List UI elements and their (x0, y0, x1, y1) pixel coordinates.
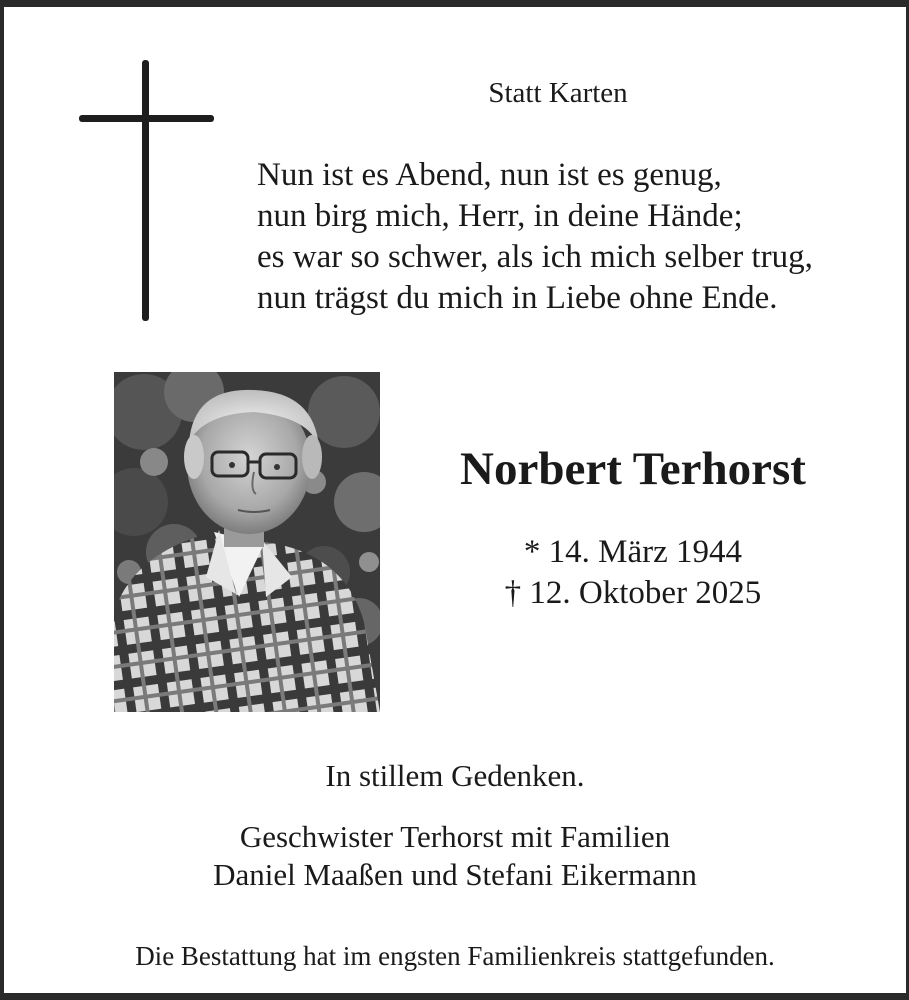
mourner-line: Daniel Maaßen und Stefani Eikermann (213, 857, 697, 892)
death-date: † 12. Oktober 2025 (504, 575, 762, 611)
birth-date: * 14. März 1944 (523, 534, 743, 570)
cross-horizontal-bar (79, 115, 214, 122)
mourner-line: Geschwister Terhorst mit Familien (239, 819, 671, 854)
poem-line: Nun ist es Abend, nun ist es genug, (257, 157, 722, 193)
poem (257, 155, 897, 319)
poem-line: nun birg mich, Herr, in deine Hände; (257, 198, 743, 234)
portrait-photo (114, 372, 380, 712)
poem-line: nun trägst du mich in Liebe ohne Ende. (257, 280, 778, 316)
mourners (120, 818, 790, 894)
cross-vertical-bar (142, 60, 149, 321)
statt-karten-heading: Statt Karten (488, 77, 628, 109)
funeral-note: Die Bestattung hat im engsten Familienkreis stattgefunden. (135, 941, 775, 971)
deceased-name: Norbert Terhorst (460, 443, 806, 495)
in-memory-line: In stillem Gedenken. (325, 758, 585, 793)
life-dates (420, 532, 846, 614)
poem-line: es war so schwer, als ich mich selber trug, (257, 239, 813, 275)
